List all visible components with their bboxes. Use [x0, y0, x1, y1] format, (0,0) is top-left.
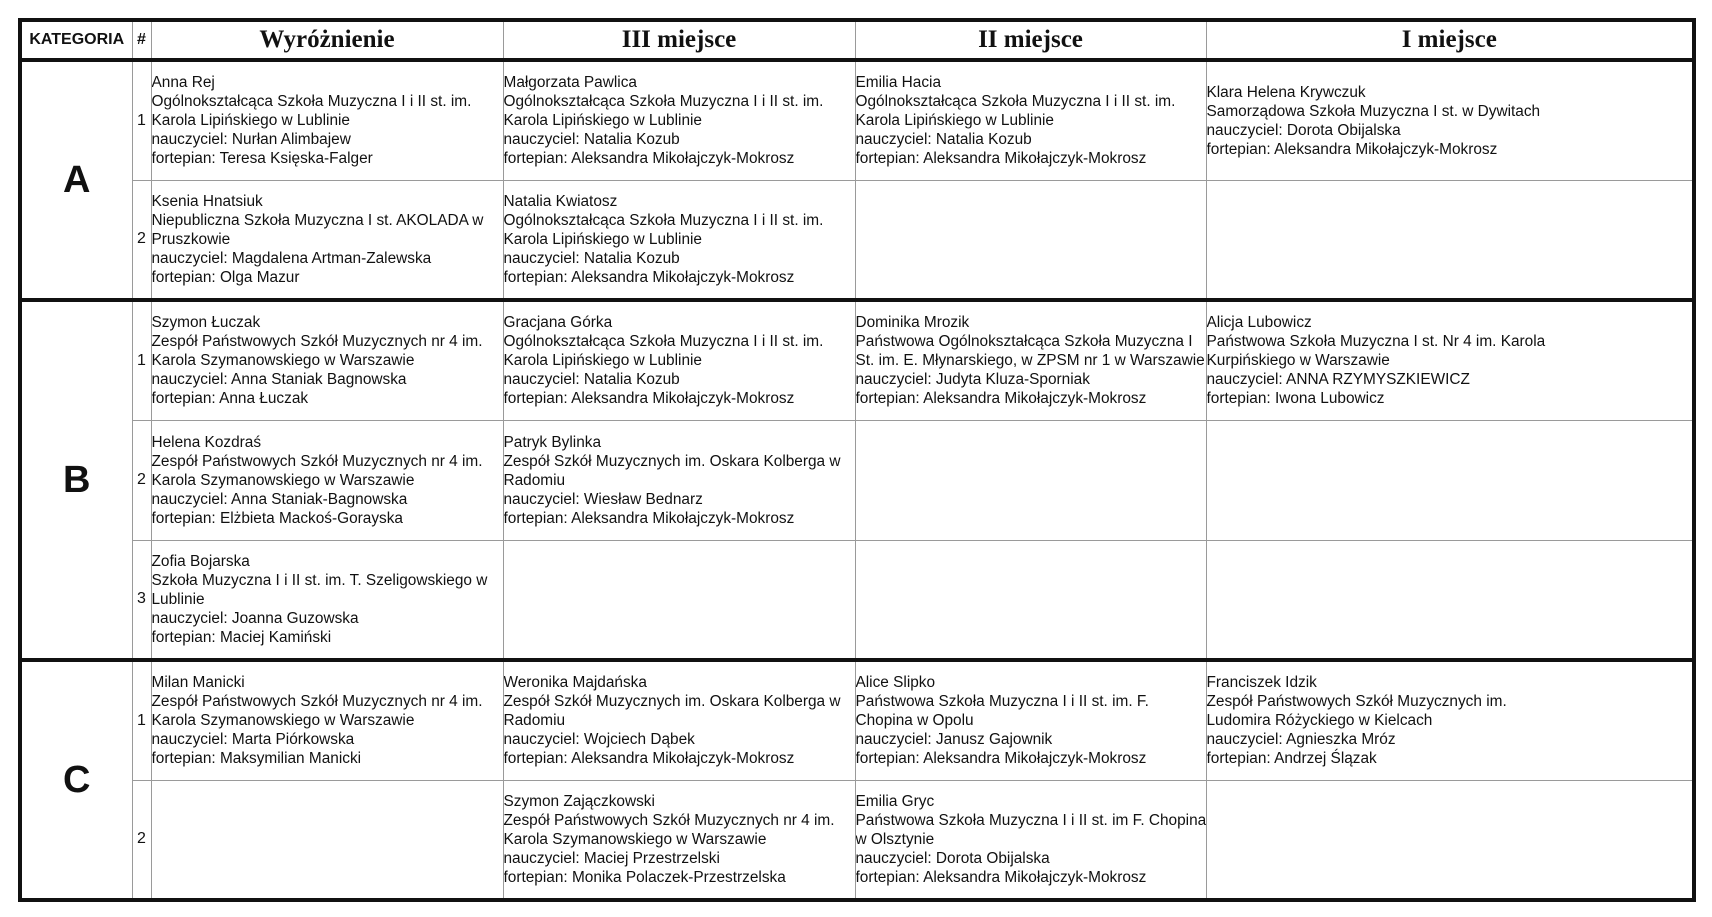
- header-first-place: I miejsce: [1206, 20, 1694, 60]
- entry-line: Państwowa Szkoła Muzyczna I i II st. im F. Chopina: [855, 811, 1206, 829]
- category-group: [20, 60, 1694, 300]
- second-place-cell: [855, 780, 1206, 900]
- entry-line: nauczyciel: Natalia Kozub: [503, 131, 680, 149]
- entry-line: nauczyciel: Marta Piórkowska: [151, 731, 355, 749]
- category-label: C: [63, 758, 91, 801]
- entry-line: Anna Rej: [151, 74, 215, 92]
- row-number: 1: [132, 300, 151, 420]
- entry-line: fortepian: Aleksandra Mikołajczyk-Mokrosz: [503, 509, 795, 527]
- row-number: 2: [132, 180, 151, 300]
- entry-line: Ogólnokształcąca Szkoła Muzyczna I i II st. im.: [151, 93, 472, 111]
- header-honorable-mention: Wyróżnienie: [151, 20, 503, 60]
- entry-line: Karola Szymanowskiego w Warszawie: [503, 830, 767, 848]
- entry-line: nauczyciel: Nurłan Alimbajew: [151, 131, 351, 149]
- entry-line: fortepian: Teresa Księska-Falger: [151, 150, 373, 168]
- entry-line: fortepian: Aleksandra Mikołajczyk-Mokrosz: [855, 390, 1147, 408]
- table-row: [20, 420, 1694, 540]
- table-header: [20, 20, 1694, 60]
- entry-line: nauczyciel: Wiesław Bednarz: [503, 490, 703, 508]
- row-number: 2: [132, 420, 151, 540]
- entry-line: fortepian: Aleksandra Mikołajczyk-Mokrosz: [503, 268, 795, 286]
- entry-line: nauczyciel: Agnieszka Mróz: [1206, 731, 1396, 749]
- entry-line: Zespół Państwowych Szkół Muzycznych im.: [1206, 693, 1507, 711]
- honorable-mention-cell: [151, 180, 503, 300]
- entry-line: nauczyciel: Dorota Obijalska: [855, 849, 1050, 867]
- results-table: [18, 18, 1696, 902]
- honorable-mention-cell: [151, 60, 503, 180]
- entry-line: Lublinie: [151, 590, 205, 608]
- first-place-cell: [1206, 420, 1694, 540]
- entry-line: nauczyciel: Judyta Kluza-Sporniak: [855, 371, 1090, 389]
- entry-line: Zespół Państwowych Szkół Muzycznych nr 4 im.: [503, 811, 835, 829]
- entry-line: Karola Szymanowskiego w Warszawie: [151, 352, 415, 370]
- entry-line: fortepian: Olga Mazur: [151, 268, 300, 286]
- entry-line: Samorządowa Szkoła Muzyczna I st. w Dywitach: [1206, 102, 1541, 120]
- entry-line: Milan Manicki: [151, 674, 245, 692]
- entry-line: fortepian: Aleksandra Mikołajczyk-Mokrosz: [503, 390, 795, 408]
- entry-line: nauczyciel: Anna Staniak Bagnowska: [151, 371, 407, 389]
- entry-line: Karola Lipińskiego w Lublinie: [503, 230, 702, 248]
- honorable-mention-cell: [151, 660, 503, 780]
- entry-line: Alice Slipko: [855, 674, 936, 692]
- entry-line: Karola Szymanowskiego w Warszawie: [151, 712, 415, 730]
- third-place-cell: [503, 780, 855, 900]
- second-place-cell: [855, 660, 1206, 780]
- entry-line: nauczyciel: Dorota Obijalska: [1206, 121, 1401, 139]
- entry-line: fortepian: Maksymilian Manicki: [151, 750, 362, 768]
- entry-line: Ksenia Hnatsiuk: [151, 192, 263, 210]
- entry-line: Emilia Hacia: [855, 74, 942, 92]
- entry-line: Pruszkowie: [151, 230, 231, 248]
- entry-line: fortepian: Aleksandra Mikołajczyk-Mokrosz: [503, 150, 795, 168]
- table-row: [20, 180, 1694, 300]
- entry-line: fortepian: Aleksandra Mikołajczyk-Mokrosz: [855, 750, 1147, 768]
- entry-line: w Olsztynie: [855, 830, 935, 848]
- first-place-cell: [1206, 540, 1694, 660]
- entry-line: Gracjana Górka: [503, 314, 613, 332]
- first-place-cell: [1206, 60, 1694, 180]
- header-number: #: [132, 20, 151, 60]
- entry-line: nauczyciel: Natalia Kozub: [503, 371, 680, 389]
- second-place-cell: [855, 60, 1206, 180]
- entry-line: Ogólnokształcąca Szkoła Muzyczna I i II st. im.: [503, 211, 824, 229]
- row-number: 1: [132, 660, 151, 780]
- entry-line: Kurpińskiego w Warszawie: [1206, 352, 1390, 370]
- entry-line: Zespół Szkół Muzycznych im. Oskara Kolberga w: [503, 693, 841, 711]
- entry-line: Karola Lipińskiego w Lublinie: [151, 112, 350, 130]
- honorable-mention-cell: [151, 540, 503, 660]
- second-place-cell: [855, 540, 1206, 660]
- third-place-cell: [503, 180, 855, 300]
- entry-line: Zofia Bojarska: [151, 552, 250, 570]
- table-row: [20, 300, 1694, 420]
- entry-line: Alicja Lubowicz: [1206, 314, 1312, 332]
- entry-line: Helena Kozdraś: [151, 433, 262, 451]
- entry-line: Małgorzata Pawlica: [503, 74, 637, 92]
- entry-line: Karola Lipińskiego w Lublinie: [855, 112, 1054, 130]
- table-row: [20, 780, 1694, 900]
- entry-line: Weronika Majdańska: [503, 674, 647, 692]
- entry-line: Państwowa Szkoła Muzyczna I st. Nr 4 im. Karola: [1206, 333, 1546, 351]
- entry-line: fortepian: Aleksandra Mikołajczyk-Mokrosz: [855, 150, 1147, 168]
- header-row: [20, 20, 1694, 60]
- entry-line: Szymon Zajączkowski: [503, 792, 655, 810]
- entry-line: Karola Szymanowskiego w Warszawie: [151, 471, 415, 489]
- table-row: [20, 660, 1694, 780]
- entry-line: Zespół Państwowych Szkół Muzycznych nr 4 im.: [151, 693, 483, 711]
- entry-line: nauczyciel: Anna Staniak-Bagnowska: [151, 490, 408, 508]
- entry-line: Chopina w Opolu: [855, 712, 974, 730]
- entry-line: nauczyciel: Natalia Kozub: [503, 249, 680, 267]
- entry-line: fortepian: Andrzej Ślązak: [1206, 750, 1377, 768]
- entry-line: nauczyciel: Wojciech Dąbek: [503, 731, 695, 749]
- entry-line: Państwowa Ogólnokształcąca Szkoła Muzyczna I: [855, 333, 1193, 351]
- entry-line: Natalia Kwiatosz: [503, 192, 618, 210]
- category-label: A: [63, 158, 91, 201]
- entry-line: Radomiu: [503, 471, 566, 489]
- row-number: 1: [132, 60, 151, 180]
- entry-line: Zespół Państwowych Szkół Muzycznych nr 4 im.: [151, 333, 483, 351]
- entry-line: Zespół Szkół Muzycznych im. Oskara Kolberga w: [503, 452, 841, 470]
- first-place-cell: [1206, 300, 1694, 420]
- category-label: B: [63, 458, 91, 501]
- entry-line: Karola Lipińskiego w Lublinie: [503, 112, 702, 130]
- third-place-cell: [503, 60, 855, 180]
- header-category: KATEGORIA: [20, 20, 132, 60]
- entry-line: nauczyciel: Joanna Guzowska: [151, 609, 359, 627]
- entry-line: fortepian: Aleksandra Mikołajczyk-Mokrosz: [503, 750, 795, 768]
- row-number: 3: [132, 540, 151, 660]
- entry-line: Franciszek Idzik: [1206, 674, 1317, 692]
- entry-line: nauczyciel: ANNA RZYMYSZKIEWICZ: [1206, 371, 1470, 389]
- category-group: [20, 660, 1694, 900]
- honorable-mention-cell: [151, 300, 503, 420]
- third-place-cell: [503, 420, 855, 540]
- entry-line: nauczyciel: Janusz Gajownik: [855, 731, 1053, 749]
- first-place-cell: [1206, 660, 1694, 780]
- entry-line: fortepian: Elżbieta Mackoś-Gorayska: [151, 509, 403, 527]
- entry-line: Szymon Łuczak: [151, 314, 261, 332]
- entry-line: Dominika Mrozik: [855, 314, 970, 332]
- category-group: [20, 300, 1694, 660]
- entry-line: fortepian: Monika Polaczek-Przestrzelska: [503, 868, 786, 886]
- entry-line: nauczyciel: Maciej Przestrzelski: [503, 849, 720, 867]
- entry-line: Klara Helena Krywczuk: [1206, 83, 1366, 101]
- entry-line: Państwowa Szkoła Muzyczna I i II st. im. F.: [855, 693, 1149, 711]
- entry-line: St. im. E. Młynarskiego, w ZPSM nr 1 w Warszawie: [855, 352, 1205, 370]
- first-place-cell: [1206, 780, 1694, 900]
- entry-line: Ludomira Różyckiego w Kielcach: [1206, 712, 1433, 730]
- second-place-cell: [855, 300, 1206, 420]
- entry-line: fortepian: Maciej Kamiński: [151, 628, 332, 646]
- entry-line: Emilia Gryc: [855, 792, 935, 810]
- second-place-cell: [855, 420, 1206, 540]
- entry-line: fortepian: Aleksandra Mikołajczyk-Mokrosz: [855, 868, 1147, 886]
- table-row: [20, 540, 1694, 660]
- entry-line: nauczyciel: Magdalena Artman-Zalewska: [151, 249, 432, 267]
- entry-line: Ogólnokształcąca Szkoła Muzyczna I i II st. im.: [855, 93, 1176, 111]
- entry-line: Radomiu: [503, 712, 566, 730]
- entry-line: fortepian: Iwona Lubowicz: [1206, 390, 1385, 408]
- table-row: [20, 60, 1694, 180]
- entry-line: Ogólnokształcąca Szkoła Muzyczna I i II st. im.: [503, 333, 824, 351]
- third-place-cell: [503, 300, 855, 420]
- entry-line: nauczyciel: Natalia Kozub: [855, 131, 1032, 149]
- entry-line: Karola Lipińskiego w Lublinie: [503, 352, 702, 370]
- first-place-cell: [1206, 180, 1694, 300]
- entry-line: Zespół Państwowych Szkół Muzycznych nr 4 im.: [151, 452, 483, 470]
- entry-line: fortepian: Aleksandra Mikołajczyk-Mokrosz: [1206, 140, 1498, 158]
- third-place-cell: [503, 660, 855, 780]
- header-third-place: III miejsce: [503, 20, 855, 60]
- header-second-place: II miejsce: [855, 20, 1206, 60]
- second-place-cell: [855, 180, 1206, 300]
- honorable-mention-cell: [151, 420, 503, 540]
- entry-line: Szkoła Muzyczna I i II st. im. T. Szeligowskiego w: [151, 571, 488, 589]
- entry-line: Ogólnokształcąca Szkoła Muzyczna I i II st. im.: [503, 93, 824, 111]
- third-place-cell: [503, 540, 855, 660]
- entry-line: fortepian: Anna Łuczak: [151, 390, 309, 408]
- entry-line: Patryk Bylinka: [503, 433, 602, 451]
- honorable-mention-cell: [151, 780, 503, 900]
- entry-line: Niepubliczna Szkoła Muzyczna I st. AKOLADA w: [151, 211, 484, 229]
- row-number: 2: [132, 780, 151, 900]
